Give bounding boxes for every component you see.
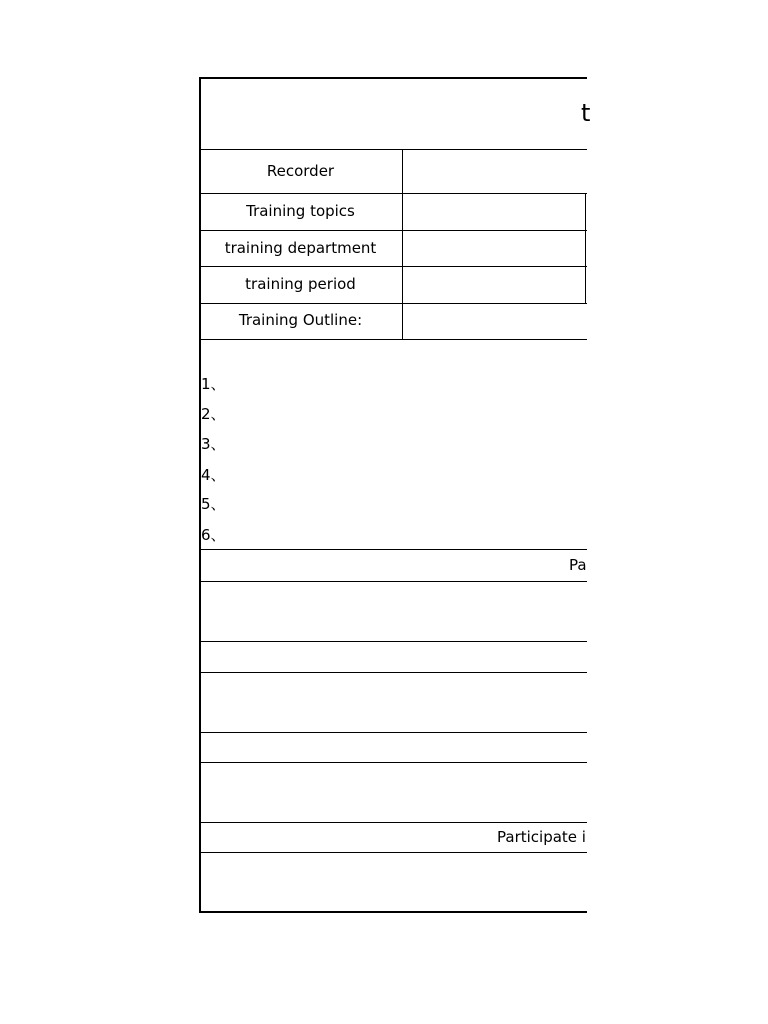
training-outline-row-divider — [199, 339, 587, 340]
training-topics-row-divider — [199, 230, 587, 231]
outline-item-3: 3、 — [201, 435, 226, 453]
recorder-label: Recorder — [266, 162, 335, 180]
table-bottom-border — [199, 911, 587, 913]
blank-row-divider-3 — [199, 732, 587, 733]
training-period-label: training period — [245, 275, 356, 293]
outline-item-4: 4、 — [201, 466, 226, 484]
training-topics-label: Training topics — [246, 202, 355, 220]
outline-item-2: 2、 — [201, 405, 226, 423]
title-row-divider — [199, 149, 587, 150]
training-department-row-divider — [199, 266, 587, 267]
blank-row-divider-1 — [199, 641, 587, 642]
blank-row-divider-5 — [199, 822, 587, 823]
section-head-participate: Participate i — [497, 828, 586, 846]
outline-item-6: 6、 — [201, 526, 226, 544]
training-outline-label: Training Outline: — [238, 311, 363, 329]
form-table — [199, 77, 591, 913]
outline-item-5: 5、 — [201, 495, 226, 513]
blank-row-divider-4 — [199, 762, 587, 763]
training-department-label: training department — [224, 239, 377, 257]
value-column-right-border — [585, 193, 586, 304]
outline-section-divider — [199, 549, 587, 550]
outline-item-1: 1、 — [201, 375, 226, 393]
blank-row-divider-2 — [199, 672, 587, 673]
recorder-row-divider — [199, 193, 587, 194]
label-column-divider — [402, 149, 403, 340]
table-top-border — [199, 77, 587, 79]
section-head-participants: Pa — [569, 556, 587, 574]
section-head-1-divider — [199, 581, 587, 582]
training-period-row-divider — [199, 303, 587, 304]
form-title: t — [581, 99, 591, 127]
section-head-2-divider — [199, 852, 587, 853]
